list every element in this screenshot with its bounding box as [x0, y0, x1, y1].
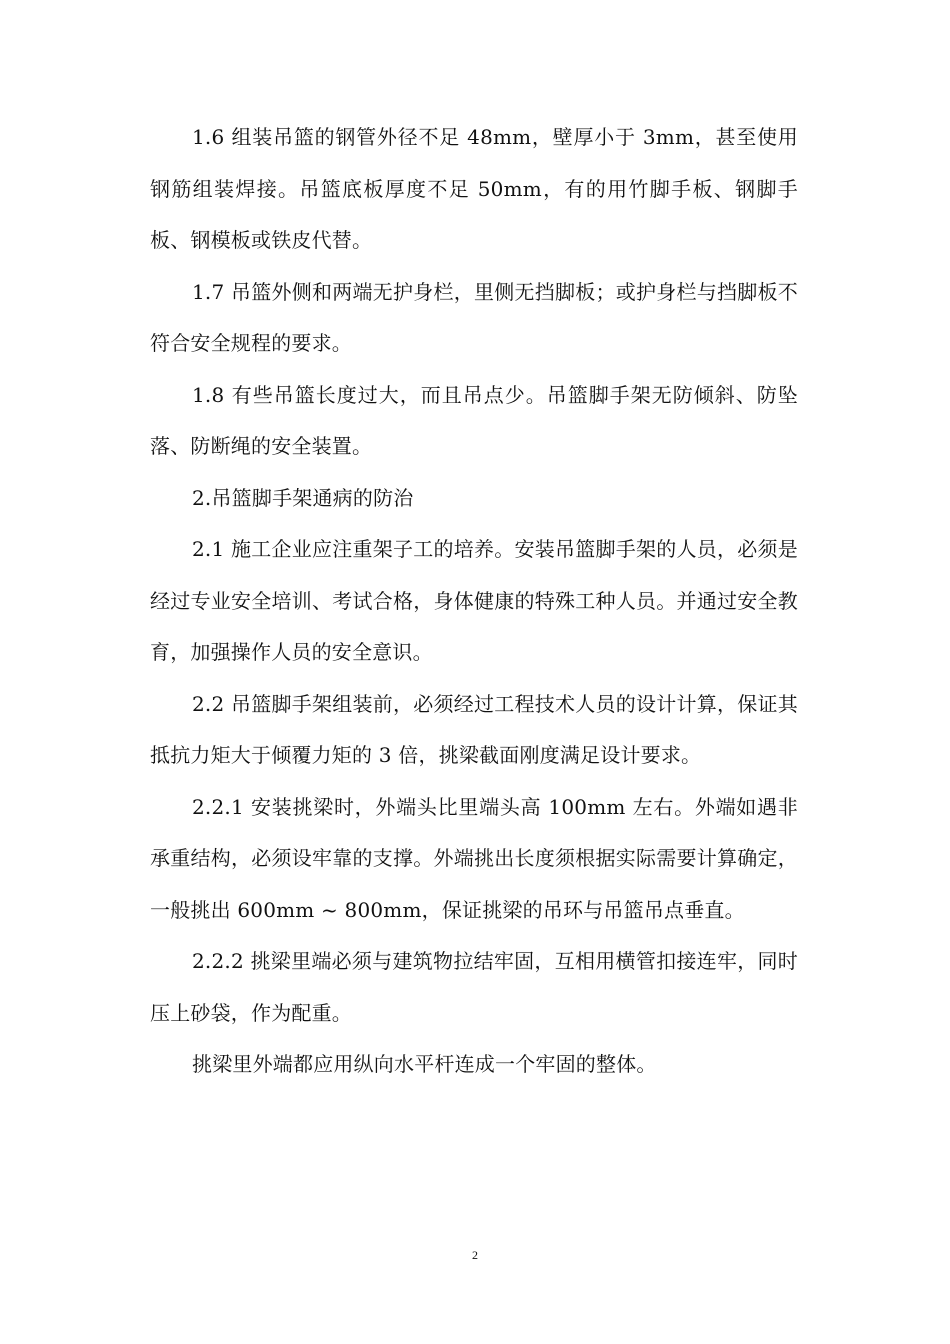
paragraph-2-2-2: 2.2.2 挑梁里端必须与建筑物拉结牢固，互相用横管扣接连牢，同时压上砂袋，作为配重。	[150, 949, 798, 1025]
document-body	[150, 112, 798, 1091]
paragraph-2-1: 2.1 施工企业应注重架子工的培养。安装吊篮脚手架的人员，必须是经过专业安全培训、考试合格，身体健康的特殊工种人员。并通过安全教育，加强操作人员的安全意识。	[150, 537, 798, 664]
paragraph-2-2-1: 2.2.1 安装挑梁时，外端头比里端头高 100mm 左右。外端如遇非承重结构，必须设牢靠的支撑。外端挑出长度须根据实际需要计算确定，一般挑出 600mm ~ 800mm，保证挑梁的吊环与吊篮吊点垂直。	[150, 794, 798, 922]
paragraph-2-2: 2.2 吊篮脚手架组装前，必须经过工程技术人员的设计计算，保证其抵抗力矩大于倾覆力矩的 3 倍，挑梁截面刚度满足设计要求。	[150, 691, 798, 767]
paragraph-1-6: 1.6 组装吊篮的钢管外径不足 48mm，壁厚小于 3mm，甚至使用钢筋组装焊接。吊篮底板厚度不足 50mm，有的用竹脚手板、钢脚手板、钢模板或铁皮代替。	[150, 125, 798, 252]
paragraph-1-8: 1.8 有些吊篮长度过大，而且吊点少。吊篮脚手架无防倾斜、防坠落、防断绳的安全装置。	[150, 382, 798, 458]
page-number: 2	[472, 1248, 478, 1262]
paragraph-1-7: 1.7 吊篮外侧和两端无护身栏，里侧无挡脚板；或护身栏与挡脚板不符合安全规程的要求。	[150, 279, 798, 355]
paragraph-closing: 挑梁里外端都应用纵向水平杆连成一个牢固的整体。	[192, 1052, 657, 1076]
section-heading-2: 2.吊篮脚手架通病的防治	[192, 485, 414, 510]
